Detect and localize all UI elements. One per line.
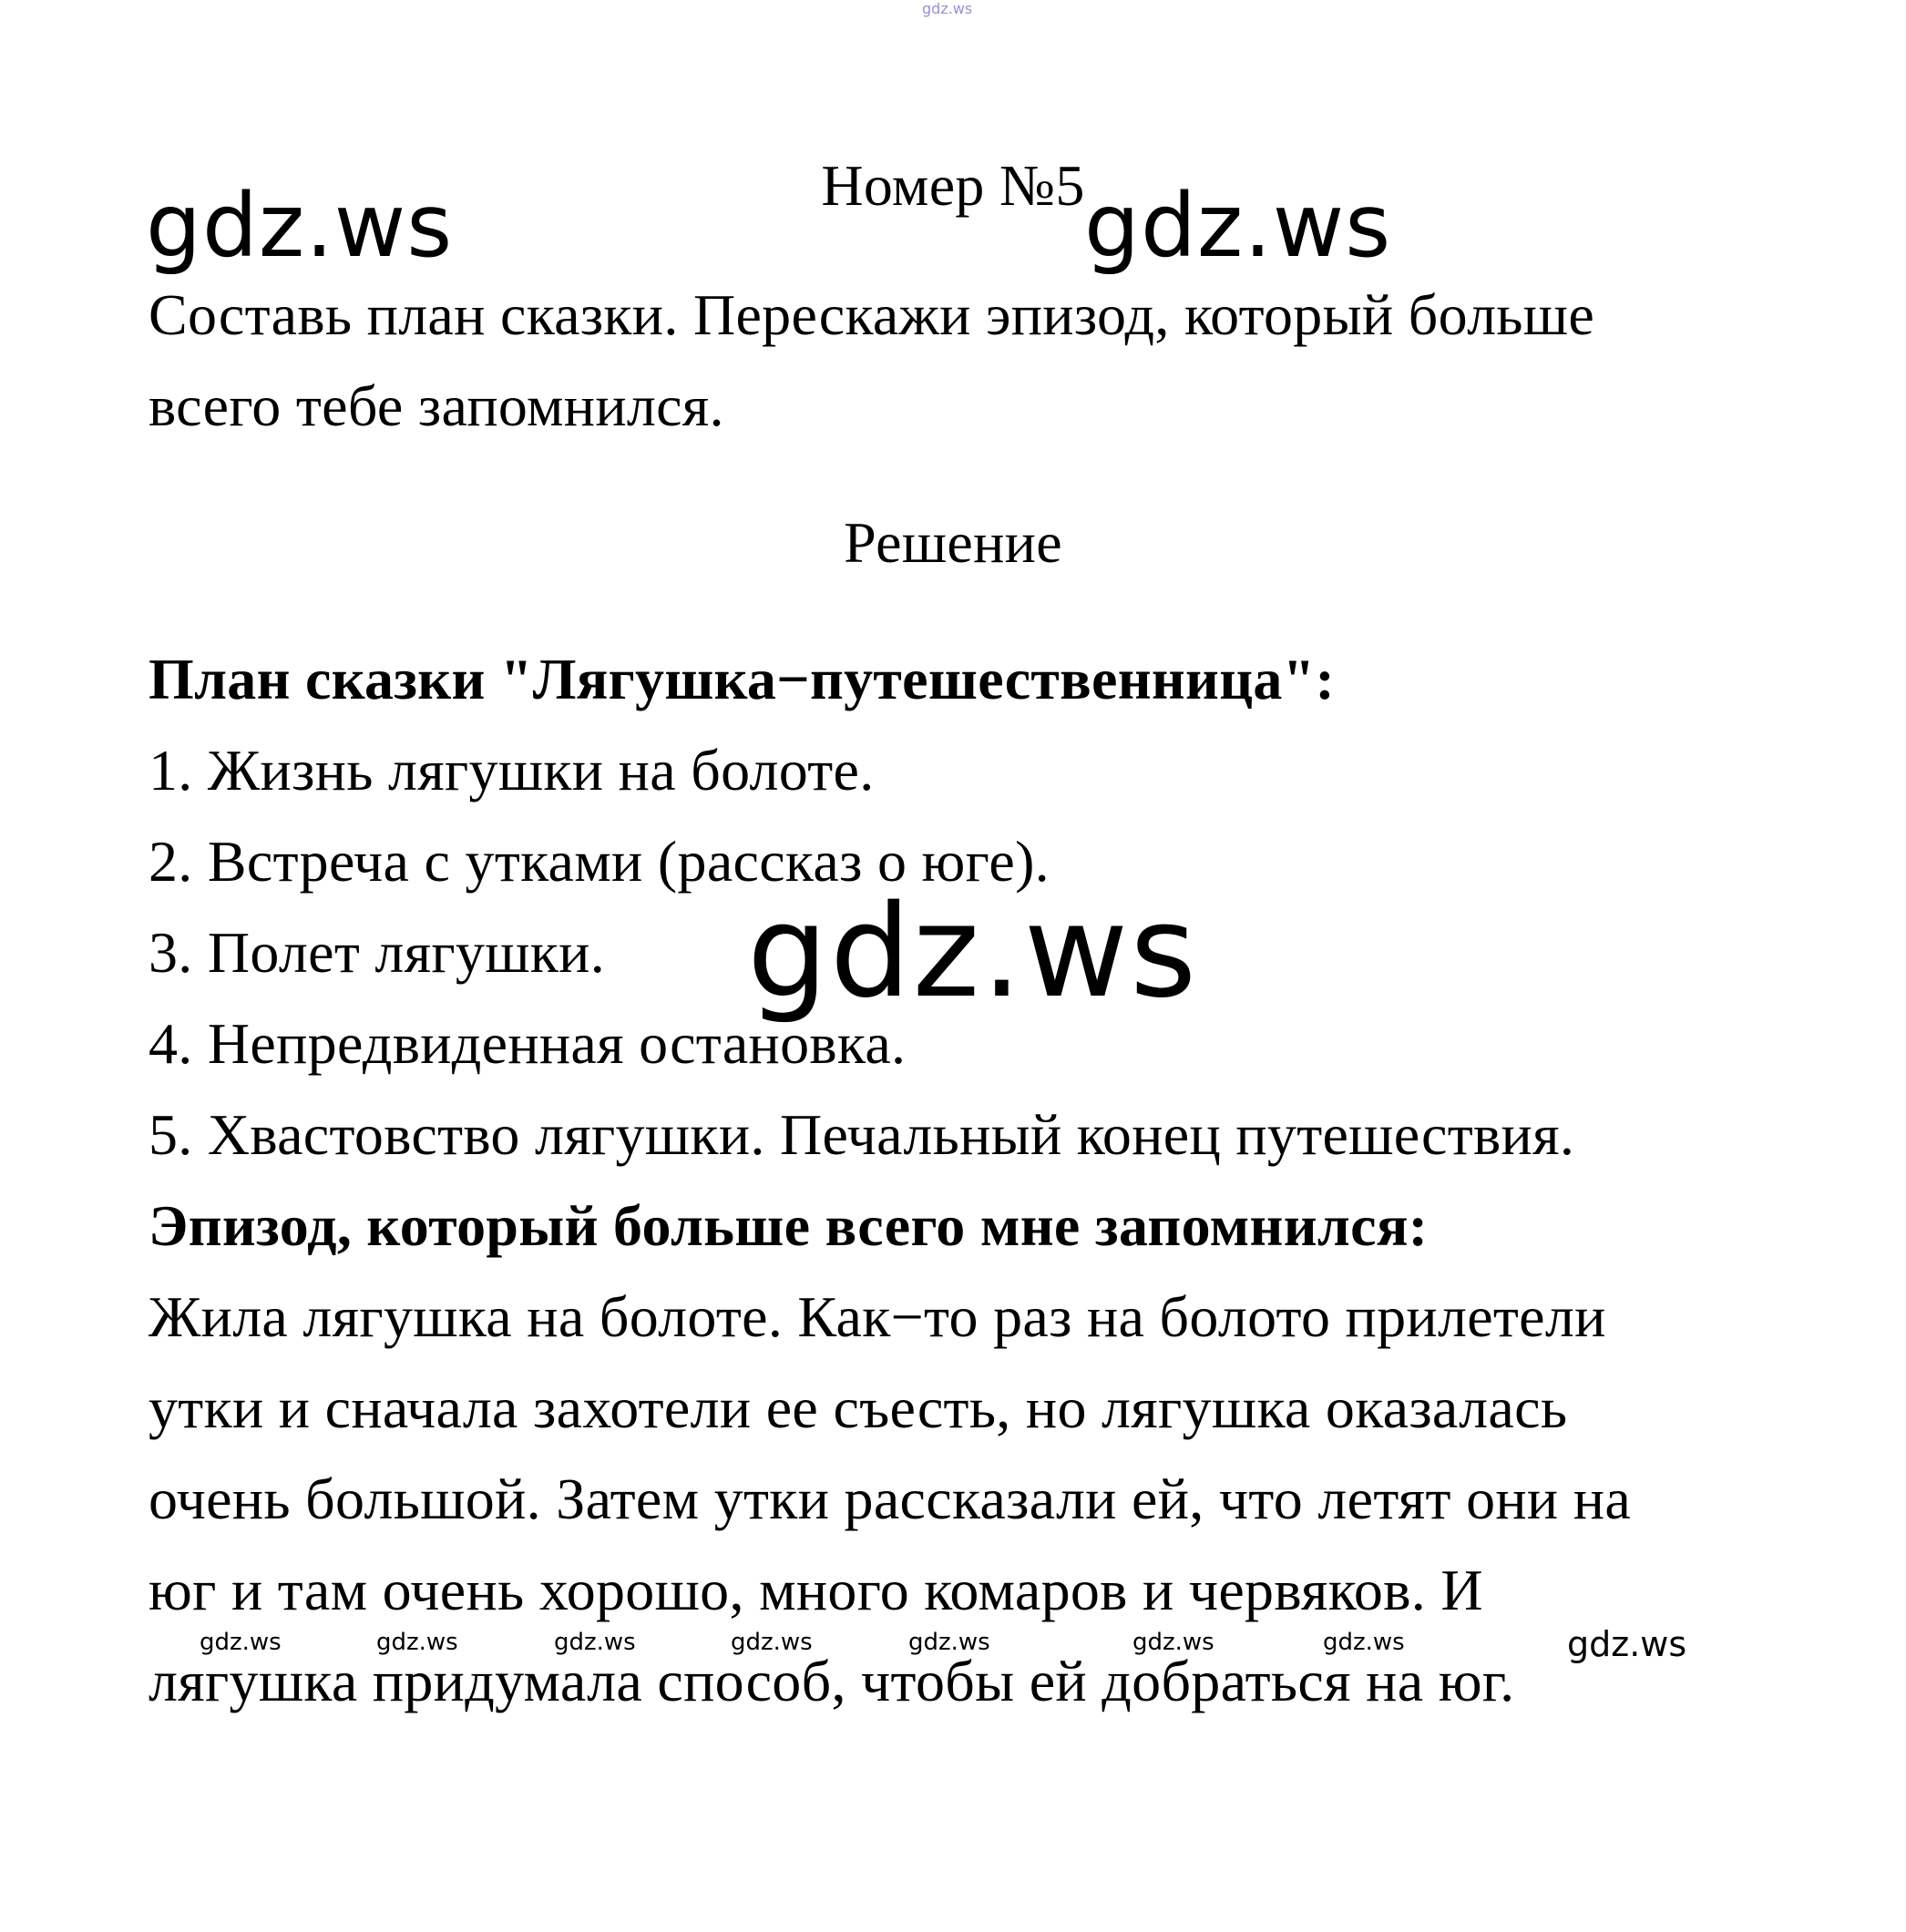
watermark-small-4: gdz.ws bbox=[731, 1629, 813, 1656]
watermark-left: gdz.ws bbox=[146, 175, 454, 277]
plan-title: План сказки "Лягушка−путешественница": bbox=[149, 647, 1336, 711]
episode-title: Эпизод, который больше всего мне запомнился: bbox=[149, 1193, 1429, 1258]
plan-item-5: 5. Хвастовство лягушки. Печальный конец путешествия. bbox=[149, 1102, 1575, 1167]
watermark-center: gdz.ws bbox=[747, 878, 1199, 1027]
watermark-small-5: gdz.ws bbox=[908, 1629, 990, 1656]
task-line-1: Составь план сказки. Перескажи эпизод, который больше bbox=[149, 282, 1595, 347]
episode-line-5: лягушка придумала способ, чтобы ей добраться на юг. bbox=[149, 1649, 1515, 1713]
solution-heading: Решение bbox=[844, 510, 1062, 575]
plan-item-1: 1. Жизнь лягушки на болоте. bbox=[149, 738, 875, 802]
watermark-small-7: gdz.ws bbox=[1323, 1629, 1405, 1656]
watermark-small-6: gdz.ws bbox=[1132, 1629, 1214, 1656]
episode-line-2: утки и сначала захотели ее съесть, но лягушка оказалась bbox=[149, 1375, 1568, 1440]
watermark-top: gdz.ws bbox=[922, 0, 973, 17]
watermark-small-2: gdz.ws bbox=[376, 1629, 458, 1656]
episode-line-4: юг и там очень хорошо, много комаров и червяков. И bbox=[149, 1558, 1483, 1622]
watermark-small-3: gdz.ws bbox=[554, 1629, 636, 1656]
watermark-small-1: gdz.ws bbox=[200, 1629, 282, 1656]
page-title: Номер №5 bbox=[821, 153, 1085, 218]
task-line-2: всего тебе запомнился. bbox=[149, 373, 724, 438]
plan-item-3: 3. Полет лягушки. bbox=[149, 920, 606, 985]
plan-item-2: 2. Встреча с утками (рассказ о юге). bbox=[149, 829, 1050, 894]
watermark-right: gdz.ws bbox=[1084, 175, 1392, 277]
episode-line-1: Жила лягушка на болоте. Как−то раз на болото прилетели bbox=[149, 1284, 1606, 1349]
plan-item-4: 4. Непредвиденная остановка. bbox=[149, 1011, 907, 1076]
watermark-small-8: gdz.ws bbox=[1567, 1624, 1687, 1664]
episode-line-3: очень большой. Затем утки рассказали ей, что летят они на bbox=[149, 1467, 1632, 1531]
